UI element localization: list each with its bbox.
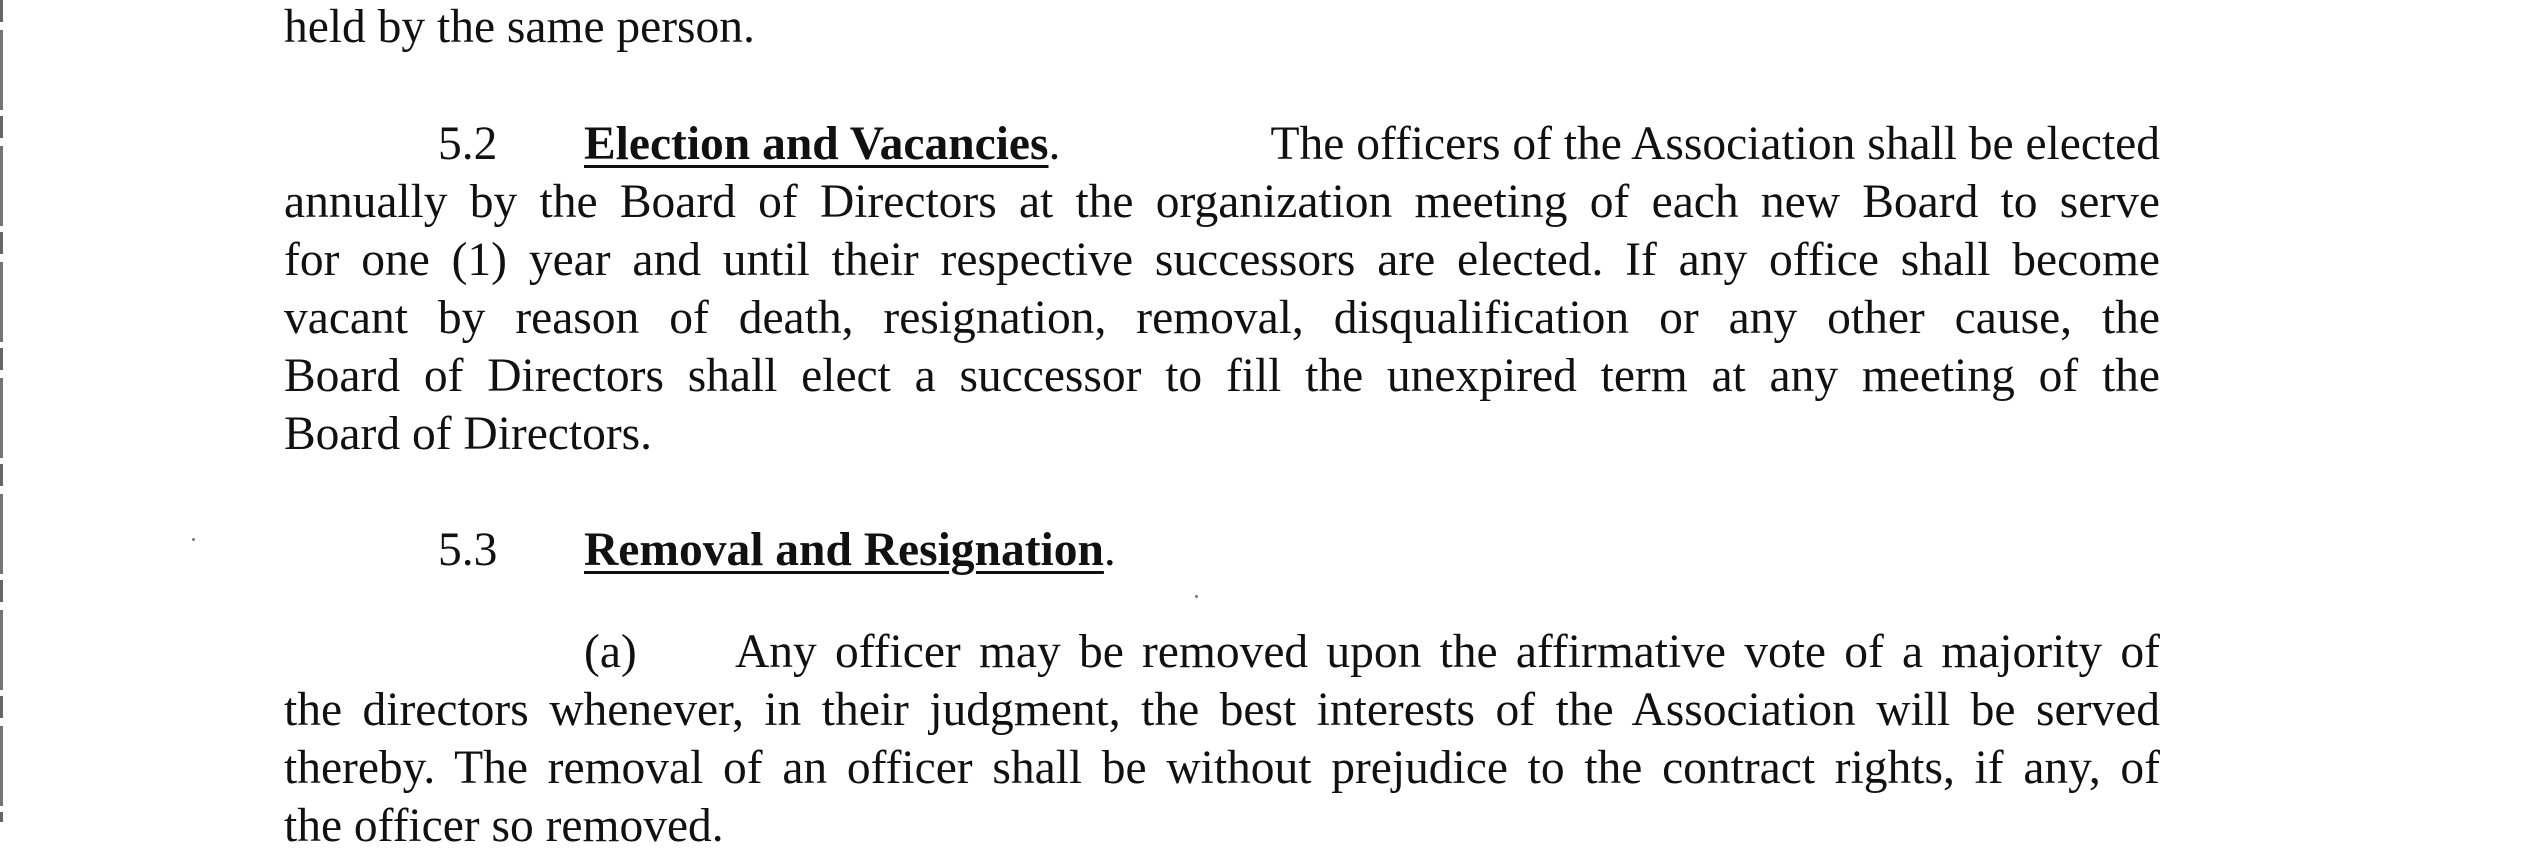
scan-speck <box>1195 595 1198 598</box>
section-5-3-heading-punct: . <box>1103 524 1116 576</box>
section-5-2-first-line <box>584 115 2160 174</box>
page-edge-scan-line <box>0 0 3 822</box>
section-5-2-line: vacant by reason of death, resignation, removal, disqualification or any other cause, the <box>284 292 2160 344</box>
subsection-a-line: the directors whenever, in their judgment, the best interests of the Association will be served <box>284 684 2160 736</box>
subsection-label-a: (a) <box>584 626 637 678</box>
section-5-2-line: Board of Directors shall elect a successor to fill the unexpired term at any meeting of the <box>284 350 2160 402</box>
section-5-2-first-line-text: The officers of the Association shall be elected <box>1270 118 2160 170</box>
section-5-2-last-line: Board of Directors. <box>284 408 653 460</box>
section-5-2-heading-punct: . <box>1048 118 1061 170</box>
section-5-2-line: for one (1) year and until their respective successors are elected. If any office shall become <box>284 234 2160 286</box>
subsection-a-line: thereby. The removal of an officer shall be without prejudice to the contract rights, if any, of <box>284 742 2160 794</box>
subsection-a-first-line: Any officer may be removed upon the affirmative vote of a majority of <box>735 626 2160 678</box>
section-number-5-2: 5.2 <box>438 118 498 170</box>
scan-speck <box>192 538 195 541</box>
section-5-2-heading: Election and Vacancies <box>584 118 1049 170</box>
section-number-5-3: 5.3 <box>438 524 498 576</box>
subsection-a-partial-line: the officer so removed. <box>284 800 724 852</box>
intro-tail-line: held by the same person. <box>284 1 755 53</box>
section-5-3-heading-line <box>584 521 1116 580</box>
section-5-2-line: annually by the Board of Directors at the organization meeting of each new Board to serve <box>284 176 2160 228</box>
section-5-3-heading: Removal and Resignation <box>584 524 1104 576</box>
section-5-2-heading-group <box>584 115 1060 174</box>
